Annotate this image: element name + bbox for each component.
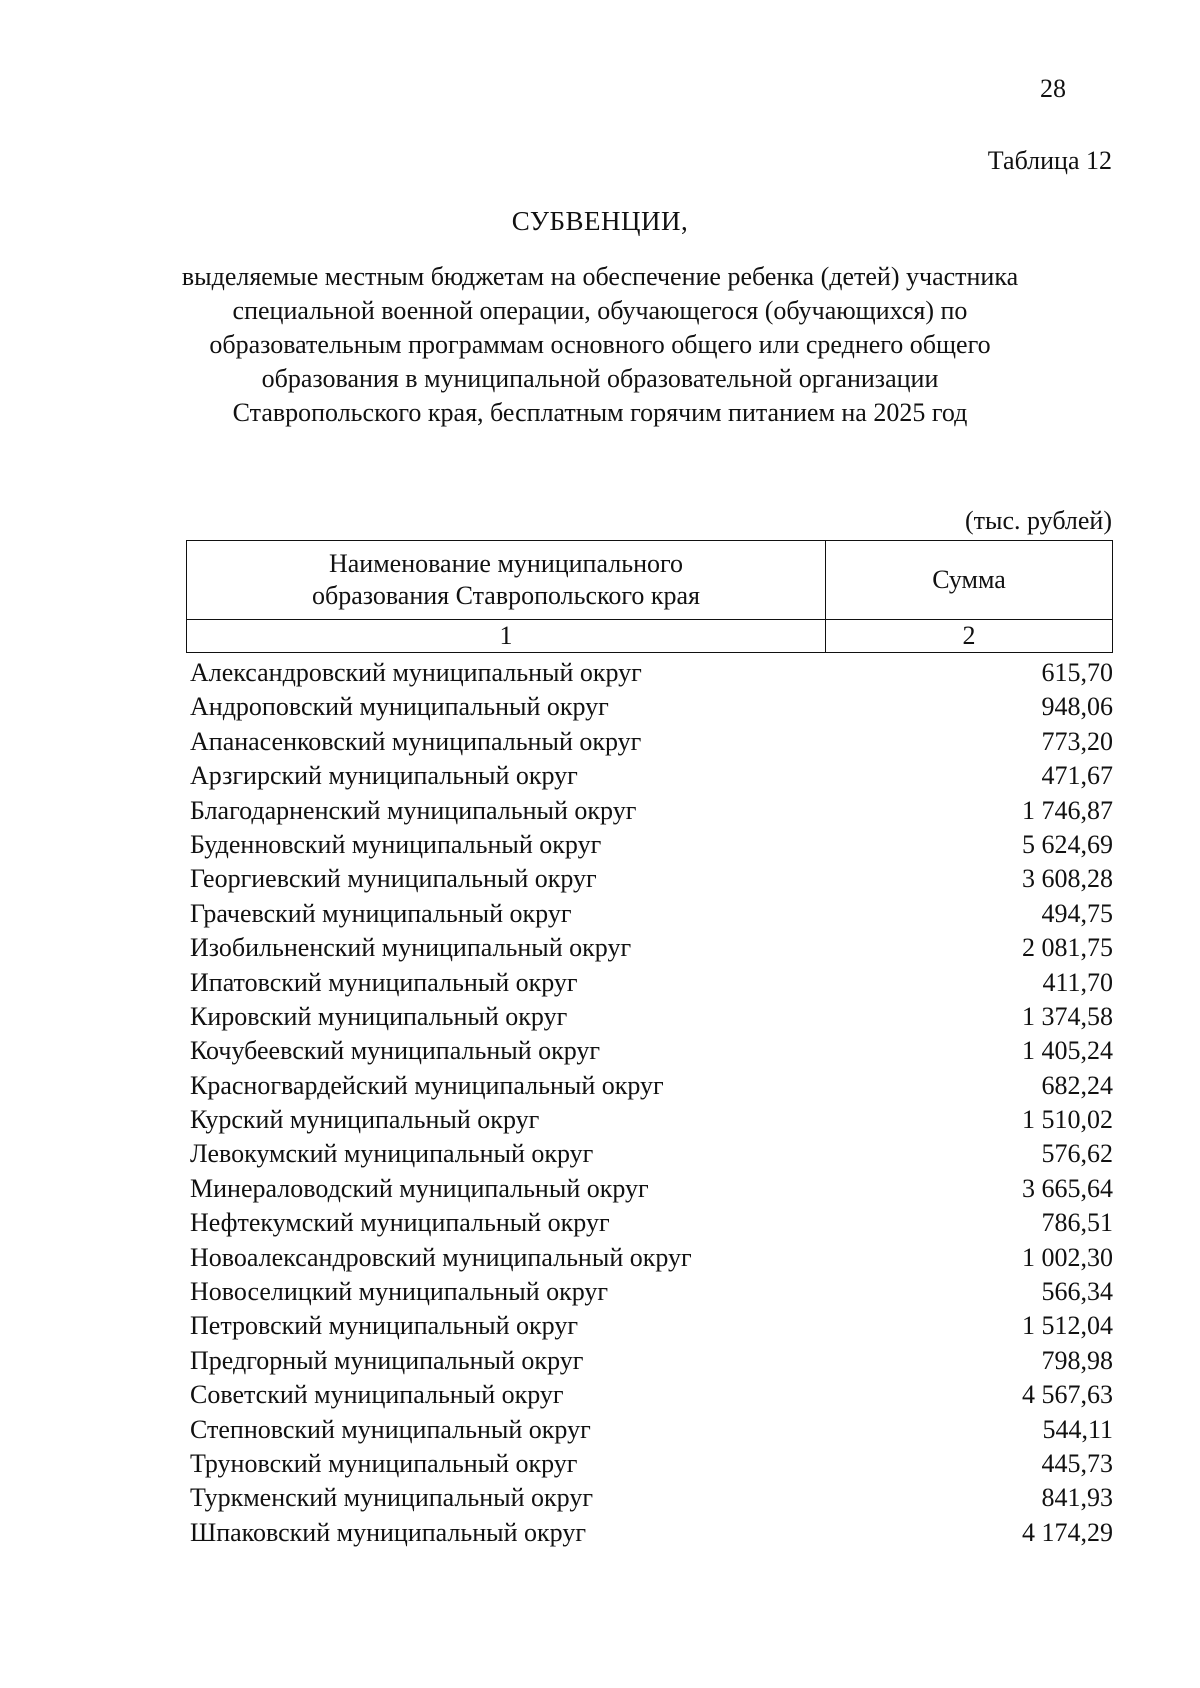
- table-row: [190, 1034, 1113, 1068]
- row-name: Александровский муниципальный округ: [190, 658, 642, 687]
- row-name: Туркменский муниципальный округ: [190, 1483, 593, 1513]
- row-name: Новоалександровский муниципальный округ: [190, 1242, 692, 1272]
- table-row: [190, 1344, 1113, 1378]
- row-name: Степновский муниципальный округ: [190, 1414, 591, 1444]
- table-body: [190, 656, 1113, 1550]
- table-row: [190, 966, 1113, 1000]
- table-row: [190, 1447, 1113, 1481]
- row-value: 1 512,04: [1022, 1311, 1113, 1341]
- table-row: [190, 1137, 1113, 1171]
- row-value: 471,67: [1041, 761, 1113, 791]
- table-row: [190, 1000, 1113, 1034]
- table-row: [190, 656, 1113, 690]
- row-value: 1 405,24: [1022, 1036, 1113, 1066]
- row-value: 3 608,28: [1022, 864, 1113, 894]
- row-name: Буденновский муниципальный округ: [190, 829, 602, 859]
- row-value: 798,98: [1041, 1345, 1113, 1375]
- table-label: Таблица 12: [987, 146, 1112, 175]
- row-value: 3 665,64: [1022, 1173, 1113, 1203]
- table-row: [190, 828, 1113, 862]
- row-value: 948,06: [1041, 692, 1113, 722]
- row-value: 786,51: [1041, 1208, 1113, 1238]
- row-value: 1 002,30: [1022, 1242, 1113, 1272]
- table-row: [190, 1206, 1113, 1240]
- row-name: Ипатовский муниципальный округ: [190, 967, 578, 997]
- subtitle-line: выделяемые местным бюджетам на обеспечение ребенка (детей) участника: [181, 262, 1019, 291]
- row-value: 544,11: [1042, 1414, 1113, 1444]
- table-row: [190, 725, 1113, 759]
- row-name: Красногвардейский муниципальный округ: [190, 1070, 664, 1100]
- header-name-line: образования Ставропольского края: [311, 581, 701, 610]
- row-name: Курский муниципальный округ: [190, 1105, 540, 1135]
- row-name: Георгиевский муниципальный округ: [190, 864, 597, 894]
- header-sum-cell: Сумма: [826, 541, 1113, 620]
- row-value: 841,93: [1041, 1483, 1113, 1513]
- row-name: Шпаковский муниципальный округ: [190, 1517, 586, 1547]
- table-row: [190, 862, 1113, 896]
- row-name: Кочубеевский муниципальный округ: [190, 1036, 601, 1066]
- row-value: 2 081,75: [1022, 933, 1113, 963]
- table-row: [190, 1378, 1113, 1412]
- row-value: 411,70: [1042, 967, 1113, 997]
- row-name: Петровский муниципальный округ: [190, 1311, 578, 1341]
- table-row: [190, 1275, 1113, 1309]
- units-label: (тыс. рублей): [964, 506, 1112, 535]
- row-name: Кировский муниципальный округ: [190, 1001, 568, 1031]
- table-row: [190, 759, 1113, 793]
- row-value: 682,24: [1041, 1070, 1113, 1100]
- header-name-line: Наименование муниципального: [328, 549, 684, 578]
- row-value: 566,34: [1041, 1277, 1113, 1307]
- row-value: 615,70: [1041, 658, 1113, 687]
- row-value: 1 746,87: [1022, 795, 1113, 825]
- row-name: Предгорный муниципальный округ: [190, 1345, 584, 1375]
- table-row: [190, 1481, 1113, 1515]
- column-number-1: 1: [187, 620, 826, 653]
- row-name: Благодарненский муниципальный округ: [190, 795, 637, 825]
- row-name: Минераловодский муниципальный округ: [190, 1173, 649, 1203]
- table-row: [190, 897, 1113, 931]
- row-name: Новоселицкий муниципальный округ: [190, 1277, 609, 1307]
- row-name: Изобильненский муниципальный округ: [190, 933, 632, 963]
- row-name: Советский муниципальный округ: [190, 1380, 564, 1410]
- header-name-cell: [187, 541, 826, 620]
- document-subtitle: [150, 260, 1050, 430]
- row-name: Андроповский муниципальный округ: [190, 692, 609, 722]
- subtitle-line: образования в муниципальной образовательной организации: [261, 364, 939, 393]
- document-title: СУБВЕНЦИИ,: [511, 206, 689, 236]
- row-name: Апанасенковский муниципальный округ: [190, 726, 642, 756]
- row-value: 576,62: [1041, 1139, 1113, 1169]
- table-row: [190, 1241, 1113, 1275]
- table-row: [190, 1172, 1113, 1206]
- page-number: 28: [1040, 74, 1066, 103]
- row-value: 5 624,69: [1022, 829, 1113, 859]
- table-row: [190, 1413, 1113, 1447]
- table-row: [190, 794, 1113, 828]
- row-value: 494,75: [1041, 898, 1113, 928]
- row-value: 4 567,63: [1022, 1380, 1113, 1410]
- subtitle-line: специальной военной операции, обучающегося (обучающихся) по: [232, 296, 968, 325]
- table-row: [190, 1516, 1113, 1550]
- subtitle-line: образовательным программам основного общего или среднего общего: [209, 330, 991, 359]
- row-name: Арзгирский муниципальный округ: [190, 761, 578, 791]
- row-name: Грачевский муниципальный округ: [190, 898, 572, 928]
- row-name: Левокумский муниципальный округ: [190, 1139, 594, 1169]
- column-number-2: 2: [826, 620, 1113, 653]
- subtitle-line: Ставропольского края, бесплатным горячим питанием на 2025 год: [232, 398, 968, 427]
- table-row: [190, 1103, 1113, 1137]
- table-row: [190, 690, 1113, 724]
- row-name: Нефтекумский муниципальный округ: [190, 1208, 610, 1238]
- row-value: 773,20: [1041, 726, 1113, 756]
- row-value: 445,73: [1041, 1448, 1113, 1478]
- row-value: 1 374,58: [1022, 1001, 1113, 1031]
- table-row: [190, 1309, 1113, 1343]
- table-row: [190, 931, 1113, 965]
- row-name: Труновский муниципальный округ: [190, 1448, 578, 1478]
- table-header: [186, 540, 1113, 653]
- row-value: 4 174,29: [1022, 1517, 1113, 1547]
- row-value: 1 510,02: [1022, 1105, 1113, 1135]
- table-row: [190, 1069, 1113, 1103]
